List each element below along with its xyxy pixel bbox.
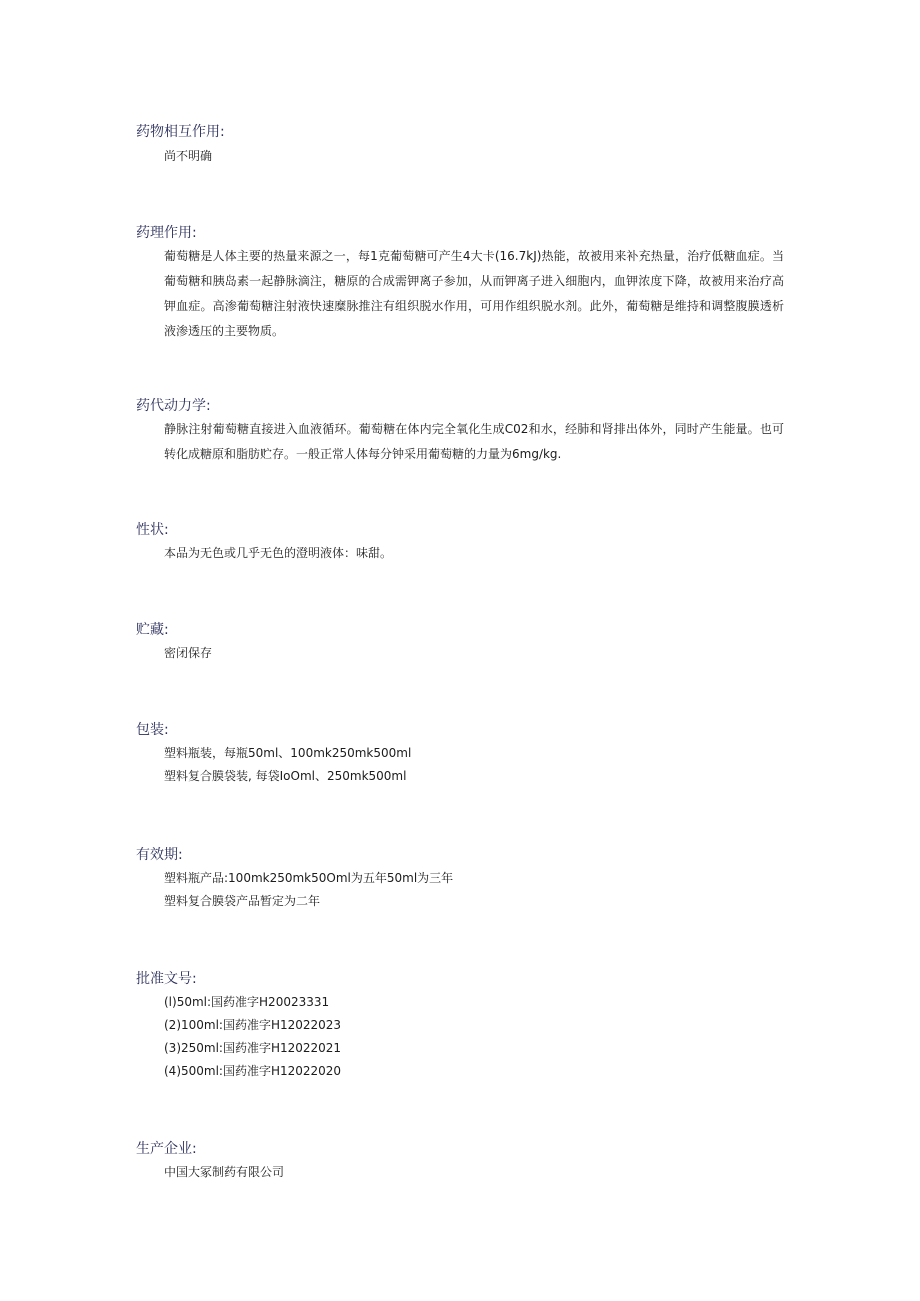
section-heading: 批准文号:: [136, 971, 197, 987]
section-approval-numbers: [136, 969, 786, 1083]
section-heading: 药代动力学:: [136, 398, 211, 414]
section-paragraph: 葡萄糖是人体主要的热量来源之一，每1克葡萄糖可产生4大卡(16.7kJ)热能，故被用来补充热量，治疗低糖血症。当葡萄糖和胰岛素一起静脉滴注，糖原的合成需钾离子参加，从而钾离子进入细胞内，血钾浓度下降，故被用来治疗高钾血症。高渗葡萄糖注射液快速糜脉推注有组织脱水作用，可用作组织脱水剂。此外，葡萄糖是维持和调整腹膜透析液渗透压的主要物质。: [164, 249, 784, 338]
section-heading: 性状:: [136, 522, 169, 538]
section-text-line: 塑料复合膜袋装, 每袋IoOml、250mk500ml: [164, 769, 407, 783]
section-text-line: (2)100ml:国药准字H12022023: [164, 1018, 342, 1032]
section-text-line: 塑料瓶装，每瓶50ml、100mk250mk500ml: [164, 746, 412, 760]
section-text-line: 本品为无色或几乎无色的澄明液体：味甜。: [164, 546, 393, 560]
section-heading: 贮藏:: [136, 622, 169, 638]
section-heading: 生产企业:: [136, 1141, 197, 1157]
section-paragraph: 静脉注射葡萄糖直接进入血液循环。葡萄糖在体内完全氧化生成C02和水，经肺和肾排出体外，同时产生能量。也可转化成糖原和脂肪贮存。一般正常人体每分钟采用葡萄糖的力量为6mg∕kg.: [164, 422, 784, 461]
section-text-line: (l)50ml:国药准字H20023331: [164, 995, 330, 1009]
section-heading: 包装:: [136, 722, 169, 738]
section-drug-interactions: [136, 122, 786, 168]
section-heading: 药理作用:: [136, 225, 197, 241]
section-text-line: (3)250ml:国药准字H12022021: [164, 1041, 342, 1055]
section-manufacturer: [136, 1139, 786, 1184]
section-pharmacology: [136, 223, 786, 344]
section-text-line: 塑料复合膜袋产品暂定为二年: [164, 894, 321, 908]
section-text-line: 密闭保存: [164, 646, 213, 660]
section-heading: 药物相互作用:: [136, 124, 225, 140]
section-text-line: 塑料瓶产品:100mk250mk50Oml为五年50ml为三年: [164, 871, 454, 885]
section-pharmacokinetics: [136, 396, 786, 467]
section-shelf-life: [136, 845, 786, 913]
section-text-line: 中国大冢制药有限公司: [164, 1165, 285, 1179]
section-packaging: [136, 720, 786, 788]
section-text-line: (4)500ml:国药准字H12022020: [164, 1064, 342, 1078]
section-heading: 有效期:: [136, 847, 183, 863]
section-text-line: 尚不明确: [164, 149, 213, 163]
section-storage: [136, 620, 786, 665]
section-description: [136, 520, 786, 565]
